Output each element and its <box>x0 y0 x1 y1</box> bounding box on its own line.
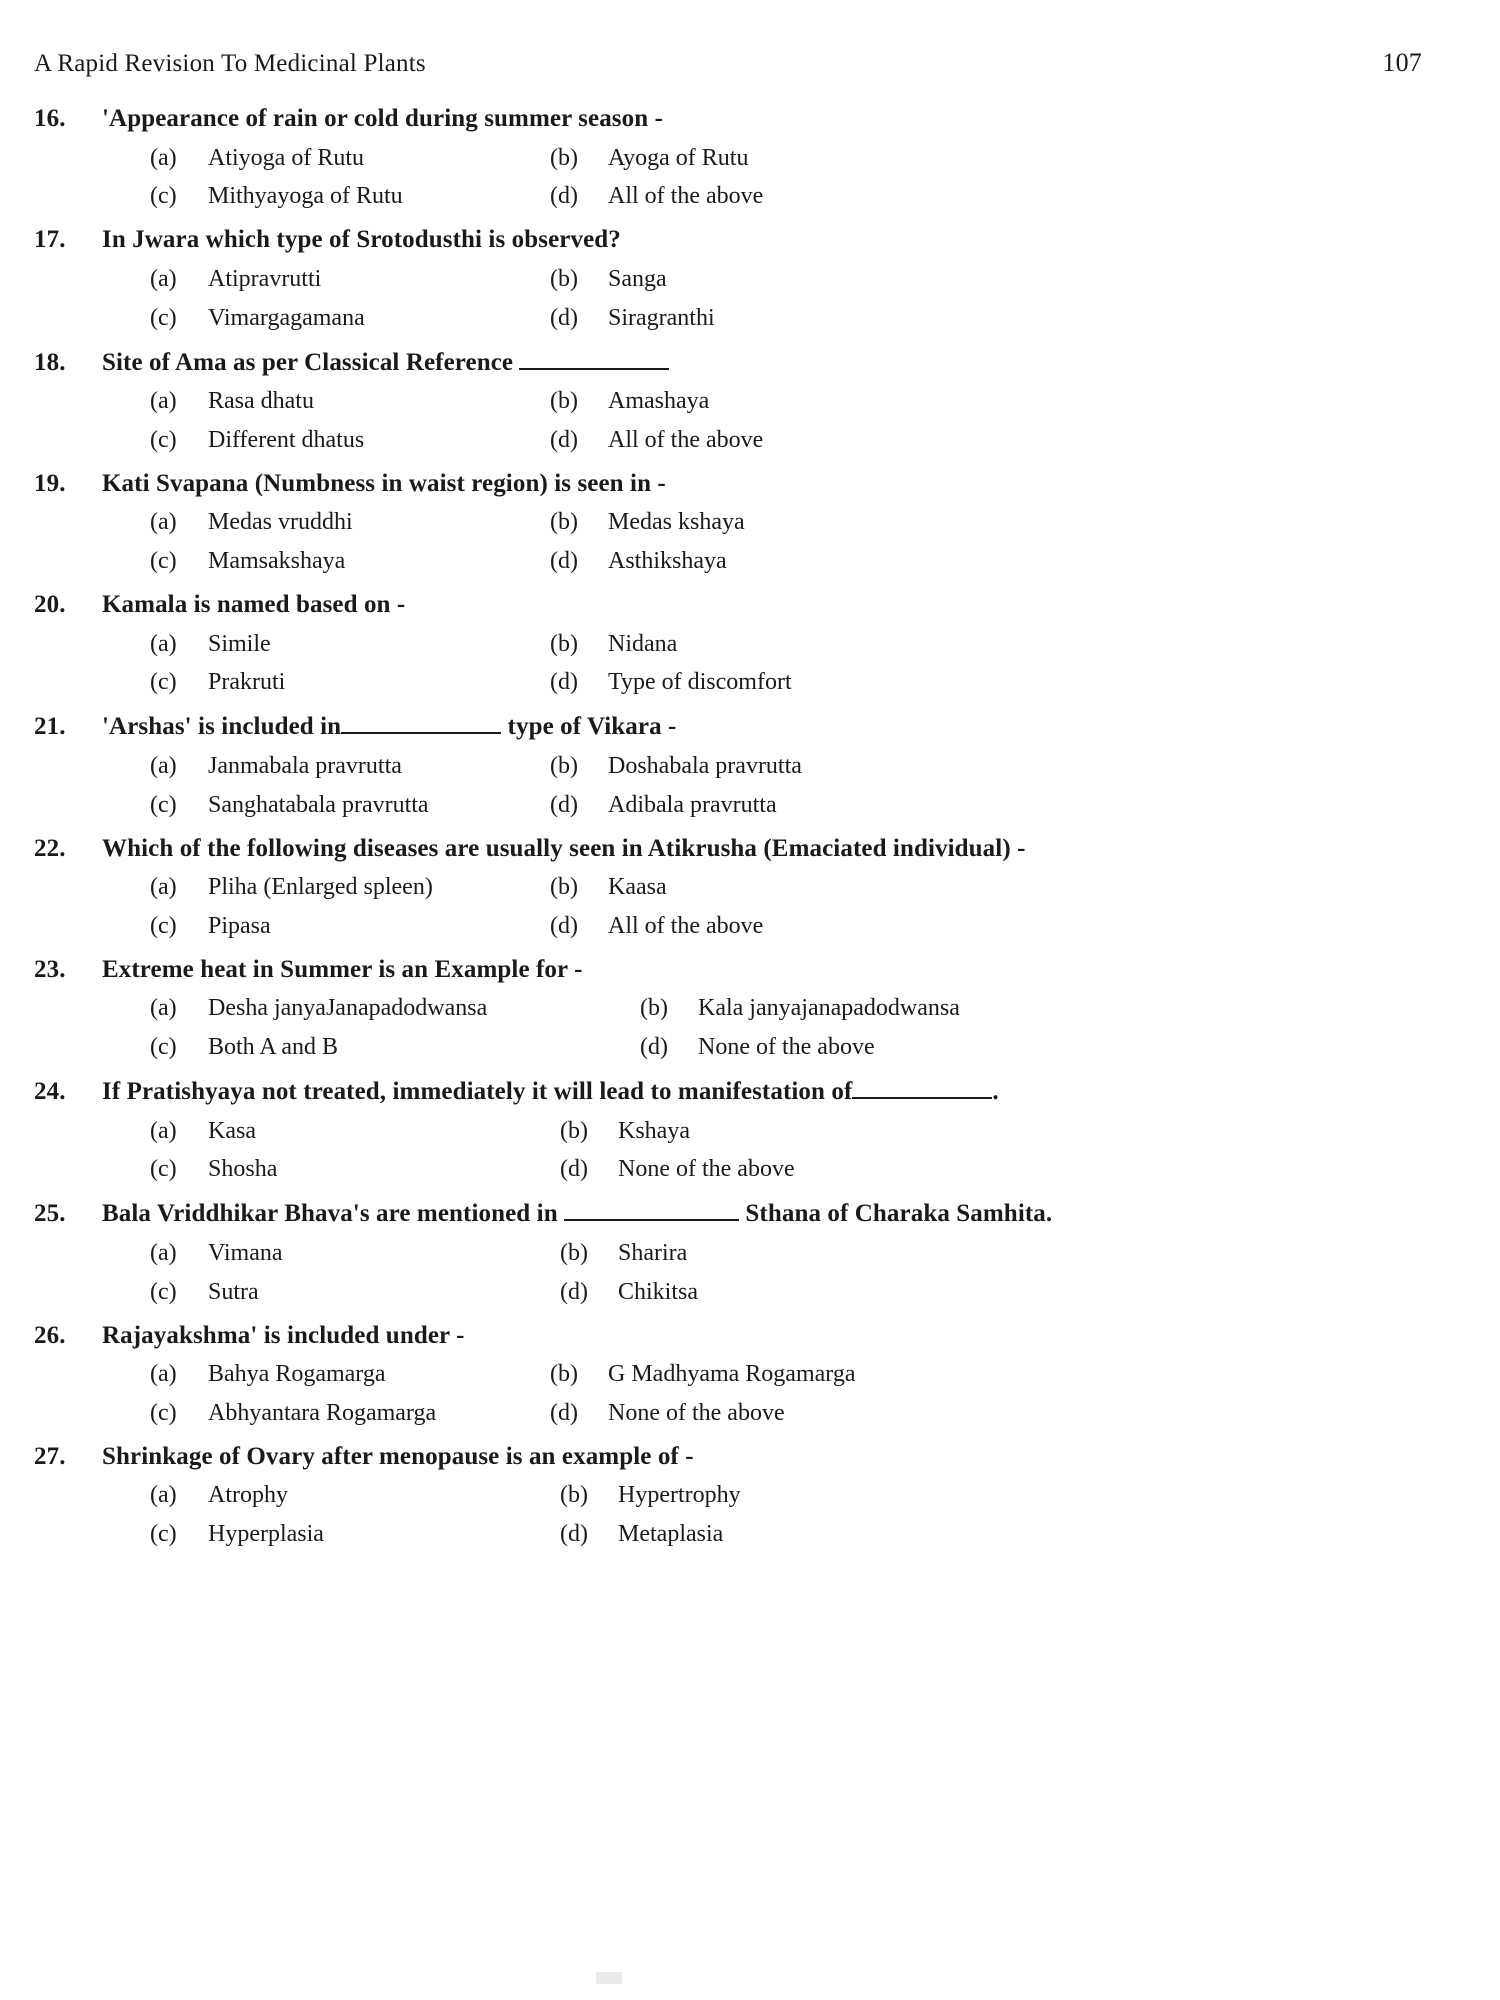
option-label: (a) <box>150 388 177 414</box>
option-label: (d) <box>550 548 578 575</box>
question-text <box>102 100 1430 138</box>
question-number: 21. <box>34 713 66 741</box>
option-row <box>30 260 1430 299</box>
fill-in-blank <box>852 1072 992 1099</box>
option-group <box>30 503 1430 581</box>
option-row <box>30 786 1430 825</box>
option-group <box>30 382 1430 460</box>
option-label: (d) <box>550 791 578 818</box>
question-number: 20. <box>34 591 66 618</box>
question-text <box>102 1317 1430 1355</box>
question-text <box>102 951 1430 989</box>
option-text: Kaasa <box>608 874 667 900</box>
question-heading <box>30 1072 1430 1111</box>
option-text: Atiyoga of Rutu <box>208 144 364 171</box>
question-list <box>30 100 1430 1554</box>
option-b[interactable] <box>560 1112 1430 1151</box>
question-number: 27. <box>34 1442 66 1470</box>
option-d[interactable] <box>550 177 1430 216</box>
option-b[interactable] <box>640 989 1430 1028</box>
option-text: Prakruti <box>208 669 286 696</box>
option-c[interactable] <box>150 299 550 338</box>
question-text-after-blank: . <box>992 1078 999 1105</box>
question-block <box>30 1438 1430 1554</box>
option-c[interactable] <box>150 907 550 946</box>
option-text: Doshabala pravrutta <box>608 752 802 779</box>
option-label: (c) <box>150 426 177 453</box>
question-block <box>30 1317 1430 1433</box>
question-heading <box>30 1438 1430 1476</box>
option-label: (c) <box>150 669 177 696</box>
question-text-main: Kati Svapana (Numbness in waist region) is seen in - <box>102 469 666 497</box>
option-label: (b) <box>550 265 578 292</box>
option-row <box>30 542 1430 581</box>
option-row <box>30 299 1430 338</box>
option-b[interactable] <box>550 503 1430 542</box>
option-d[interactable] <box>560 1273 1430 1312</box>
question-text-main: Rajayakshma' is included under - <box>102 1321 465 1349</box>
option-text: Kasa <box>208 1117 256 1144</box>
option-text: Medas kshaya <box>608 509 745 536</box>
option-label: (b) <box>550 144 578 171</box>
page-bottom-mark <box>596 1972 622 1984</box>
option-text: None of the above <box>698 1034 875 1061</box>
option-text: Siragranthi <box>608 304 715 331</box>
option-group <box>30 1234 1430 1312</box>
option-label: (a) <box>150 752 177 779</box>
option-text: Different dhatus <box>208 426 365 453</box>
option-text: G Madhyama Rogamarga <box>608 1361 856 1387</box>
option-c[interactable] <box>150 1273 560 1312</box>
option-d[interactable] <box>550 1394 1430 1433</box>
option-label: (d) <box>560 1278 588 1305</box>
option-text: Asthikshaya <box>608 548 727 575</box>
option-a[interactable] <box>150 1234 560 1273</box>
option-row <box>30 139 1430 178</box>
option-d[interactable] <box>550 786 1430 825</box>
option-a[interactable] <box>150 1476 560 1515</box>
option-text: Simile <box>208 630 271 657</box>
option-label: (a) <box>150 874 177 900</box>
option-group <box>30 989 1430 1067</box>
option-text: Sharira <box>618 1239 688 1266</box>
option-text: Mithyayoga of Rutu <box>208 183 403 210</box>
option-a[interactable] <box>150 1355 550 1394</box>
question-block <box>30 951 1430 1067</box>
option-group <box>30 625 1430 703</box>
option-row <box>30 663 1430 702</box>
question-text <box>102 707 1430 746</box>
question-text-before-blank: 'Arshas' is included in <box>102 713 342 741</box>
question-heading <box>30 100 1430 138</box>
option-row <box>30 989 1430 1028</box>
question-text-main: In Jwara which type of Srotodusthi is observed? <box>102 226 621 254</box>
option-c[interactable] <box>150 1394 550 1433</box>
option-label: (a) <box>150 1239 177 1266</box>
question-heading <box>30 830 1430 868</box>
question-number: 24. <box>34 1078 66 1105</box>
option-text: Janmabala pravrutta <box>208 752 402 779</box>
option-row <box>30 625 1430 664</box>
option-label: (a) <box>150 1361 177 1387</box>
question-number: 23. <box>34 955 66 983</box>
option-label: (a) <box>150 1117 177 1144</box>
question-heading <box>30 221 1430 259</box>
option-row <box>30 1028 1430 1067</box>
option-text: Vimana <box>208 1239 283 1266</box>
option-label: (d) <box>560 1156 588 1183</box>
question-text-main: Which of the following diseases are usually seen in Atikrusha (Emaciated individual) - <box>102 834 1026 862</box>
option-text: Mamsakshaya <box>208 548 346 575</box>
question-block <box>30 100 1430 216</box>
option-label: (d) <box>640 1034 668 1061</box>
option-d[interactable] <box>550 663 1430 702</box>
option-text: Ayoga of Rutu <box>608 144 749 171</box>
question-text-main: Shrinkage of Ovary after menopause is an example of - <box>102 1442 694 1470</box>
option-label: (b) <box>640 995 668 1022</box>
option-text: Hyperplasia <box>208 1521 324 1548</box>
option-label: (b) <box>560 1117 588 1144</box>
option-a[interactable] <box>150 139 550 178</box>
question-text <box>102 830 1430 868</box>
option-text: None of the above <box>608 1399 785 1426</box>
option-label: (b) <box>550 630 578 657</box>
option-label: (c) <box>150 1278 177 1305</box>
option-a[interactable] <box>150 747 550 786</box>
question-heading <box>30 465 1430 503</box>
option-c[interactable] <box>150 1515 560 1554</box>
option-text: Both A and B <box>208 1034 339 1061</box>
option-d[interactable] <box>640 1028 1430 1067</box>
option-c[interactable] <box>150 1150 560 1189</box>
question-number: 25. <box>34 1200 66 1228</box>
option-row <box>30 1476 1430 1515</box>
option-c[interactable] <box>150 663 550 702</box>
option-label: (a) <box>150 1482 177 1509</box>
option-text: Hypertrophy <box>618 1482 741 1509</box>
question-text <box>102 1438 1430 1476</box>
option-a[interactable] <box>150 382 550 421</box>
option-c[interactable] <box>150 542 550 581</box>
option-text: Nidana <box>608 630 678 657</box>
question-number: 16. <box>34 105 66 132</box>
option-a[interactable] <box>150 503 550 542</box>
question-text-main: Kamala is named based on - <box>102 591 406 618</box>
option-c[interactable] <box>150 177 550 216</box>
option-label: (c) <box>150 304 177 331</box>
option-text: Abhyantara Rogamarga <box>208 1399 437 1426</box>
option-row <box>30 868 1430 907</box>
option-label: (b) <box>560 1239 588 1266</box>
option-text: Amashaya <box>608 388 710 414</box>
option-text: All of the above <box>608 426 764 453</box>
option-c[interactable] <box>150 1028 640 1067</box>
question-heading <box>30 586 1430 624</box>
option-label: (a) <box>150 509 177 536</box>
option-text: All of the above <box>608 183 764 210</box>
option-text: None of the above <box>618 1156 795 1183</box>
option-b[interactable] <box>560 1476 1430 1515</box>
option-c[interactable] <box>150 421 550 460</box>
option-row <box>30 177 1430 216</box>
option-label: (b) <box>560 1482 588 1509</box>
option-text: All of the above <box>608 912 764 939</box>
option-row <box>30 503 1430 542</box>
option-d[interactable] <box>560 1150 1430 1189</box>
option-row <box>30 1355 1430 1394</box>
question-block <box>30 1072 1430 1189</box>
option-d[interactable] <box>560 1515 1430 1554</box>
option-text: Desha janyaJanapadodwansa <box>208 995 488 1022</box>
option-b[interactable] <box>550 1355 1430 1394</box>
question-block <box>30 707 1430 824</box>
option-label: (d) <box>560 1521 588 1548</box>
question-text <box>102 586 1430 624</box>
option-row <box>30 747 1430 786</box>
option-label: (c) <box>150 1521 177 1548</box>
question-number: 19. <box>34 469 66 497</box>
question-number: 26. <box>34 1321 66 1349</box>
option-label: (d) <box>550 426 578 453</box>
option-row <box>30 1112 1430 1151</box>
question-block <box>30 830 1430 946</box>
option-group <box>30 260 1430 338</box>
option-label: (c) <box>150 791 177 818</box>
option-label: (c) <box>150 1034 177 1061</box>
question-text-main: Extreme heat in Summer is an Example for - <box>102 955 583 983</box>
question-text-after-blank: type of Vikara - <box>501 713 677 741</box>
option-label: (c) <box>150 548 177 575</box>
fill-in-blank <box>519 343 669 370</box>
option-label: (a) <box>150 265 177 292</box>
option-group <box>30 1476 1430 1554</box>
question-text <box>102 1072 1430 1111</box>
option-text: Chikitsa <box>618 1278 699 1305</box>
option-group <box>30 1355 1430 1433</box>
question-text-main: 'Appearance of rain or cold during summer season - <box>102 105 664 132</box>
option-label: (d) <box>550 304 578 331</box>
fill-in-blank <box>564 1194 739 1221</box>
question-number: 17. <box>34 226 66 254</box>
option-text: Kshaya <box>618 1117 690 1144</box>
question-block <box>30 1194 1430 1311</box>
option-text: Sanga <box>608 265 667 292</box>
option-row <box>30 1515 1430 1554</box>
option-group <box>30 747 1430 825</box>
question-number: 18. <box>34 348 66 376</box>
option-row <box>30 382 1430 421</box>
question-text-before-blank: Bala Vriddhikar Bhava's are mentioned in <box>102 1200 565 1228</box>
question-text <box>102 221 1430 259</box>
question-heading <box>30 1317 1430 1355</box>
option-a[interactable] <box>150 625 550 664</box>
option-row <box>30 1150 1430 1189</box>
option-label: (c) <box>150 1399 177 1426</box>
question-block <box>30 465 1430 581</box>
question-text <box>102 1194 1430 1233</box>
option-label: (d) <box>550 912 578 939</box>
question-number: 22. <box>34 834 66 862</box>
option-text: Shosha <box>208 1156 278 1183</box>
option-row <box>30 907 1430 946</box>
option-label: (d) <box>550 1399 578 1426</box>
question-text <box>102 465 1430 503</box>
question-text <box>102 343 1430 382</box>
option-text: Atipravrutti <box>208 265 322 292</box>
option-text: Atrophy <box>208 1482 288 1509</box>
option-text: Vimargagamana <box>208 304 365 331</box>
option-label: (b) <box>550 874 578 900</box>
question-heading <box>30 707 1430 746</box>
option-text: Rasa dhatu <box>208 388 314 414</box>
fill-in-blank <box>341 707 501 734</box>
option-label: (d) <box>550 183 578 210</box>
option-text: Kala janyajanapadodwansa <box>698 995 960 1022</box>
option-label: (b) <box>550 388 578 414</box>
option-d[interactable] <box>550 299 1430 338</box>
question-heading <box>30 1194 1430 1233</box>
option-b[interactable] <box>550 139 1430 178</box>
option-text: Adibala pravrutta <box>608 791 777 818</box>
option-a[interactable] <box>150 260 550 299</box>
option-a[interactable] <box>150 1112 560 1151</box>
option-b[interactable] <box>560 1234 1430 1273</box>
option-text: Type of discomfort <box>608 669 792 696</box>
option-label: (a) <box>150 995 177 1022</box>
option-text: Pliha (Enlarged spleen) <box>208 874 433 900</box>
option-row <box>30 1273 1430 1312</box>
page-number: 107 <box>1382 48 1422 77</box>
option-c[interactable] <box>150 786 550 825</box>
option-group <box>30 868 1430 946</box>
option-row <box>30 1394 1430 1433</box>
option-a[interactable] <box>150 989 640 1028</box>
question-text-before-blank: If Pratishyaya not treated, immediately it will lead to manifestation of <box>102 1078 853 1105</box>
option-d[interactable] <box>550 542 1430 581</box>
question-block <box>30 343 1430 460</box>
option-label: (d) <box>550 669 578 696</box>
option-label: (b) <box>550 752 578 779</box>
option-text: Sanghatabala pravrutta <box>208 791 429 818</box>
option-label: (c) <box>150 912 177 939</box>
option-label: (b) <box>550 1361 578 1387</box>
option-label: (a) <box>150 144 177 171</box>
option-label: (b) <box>550 509 578 536</box>
question-text-main: Site of Ama as per Classical Reference <box>102 348 520 376</box>
option-a[interactable] <box>150 868 550 907</box>
option-label: (a) <box>150 630 177 657</box>
option-b[interactable] <box>550 260 1430 299</box>
question-block <box>30 221 1430 337</box>
option-text: Pipasa <box>208 912 271 939</box>
option-text: Medas vruddhi <box>208 509 353 536</box>
running-header <box>30 48 1430 78</box>
option-label: (c) <box>150 1156 177 1183</box>
option-d[interactable] <box>550 907 1430 946</box>
option-text: Sutra <box>208 1278 259 1305</box>
option-row <box>30 421 1430 460</box>
option-row <box>30 1234 1430 1273</box>
option-label: (c) <box>150 183 177 210</box>
option-group <box>30 1112 1430 1190</box>
book-title: A Rapid Revision To Medicinal Plants <box>34 50 426 77</box>
option-b[interactable] <box>550 747 1430 786</box>
option-text: Metaplasia <box>618 1521 724 1548</box>
option-group <box>30 139 1430 217</box>
option-d[interactable] <box>550 421 1430 460</box>
question-heading <box>30 343 1430 382</box>
option-text: Bahya Rogamarga <box>208 1361 386 1387</box>
option-b[interactable] <box>550 625 1430 664</box>
question-text-after-blank: Sthana of Charaka Samhita. <box>739 1200 1053 1228</box>
option-b[interactable] <box>550 382 1430 421</box>
question-block <box>30 586 1430 702</box>
question-heading <box>30 951 1430 989</box>
option-b[interactable] <box>550 868 1430 907</box>
